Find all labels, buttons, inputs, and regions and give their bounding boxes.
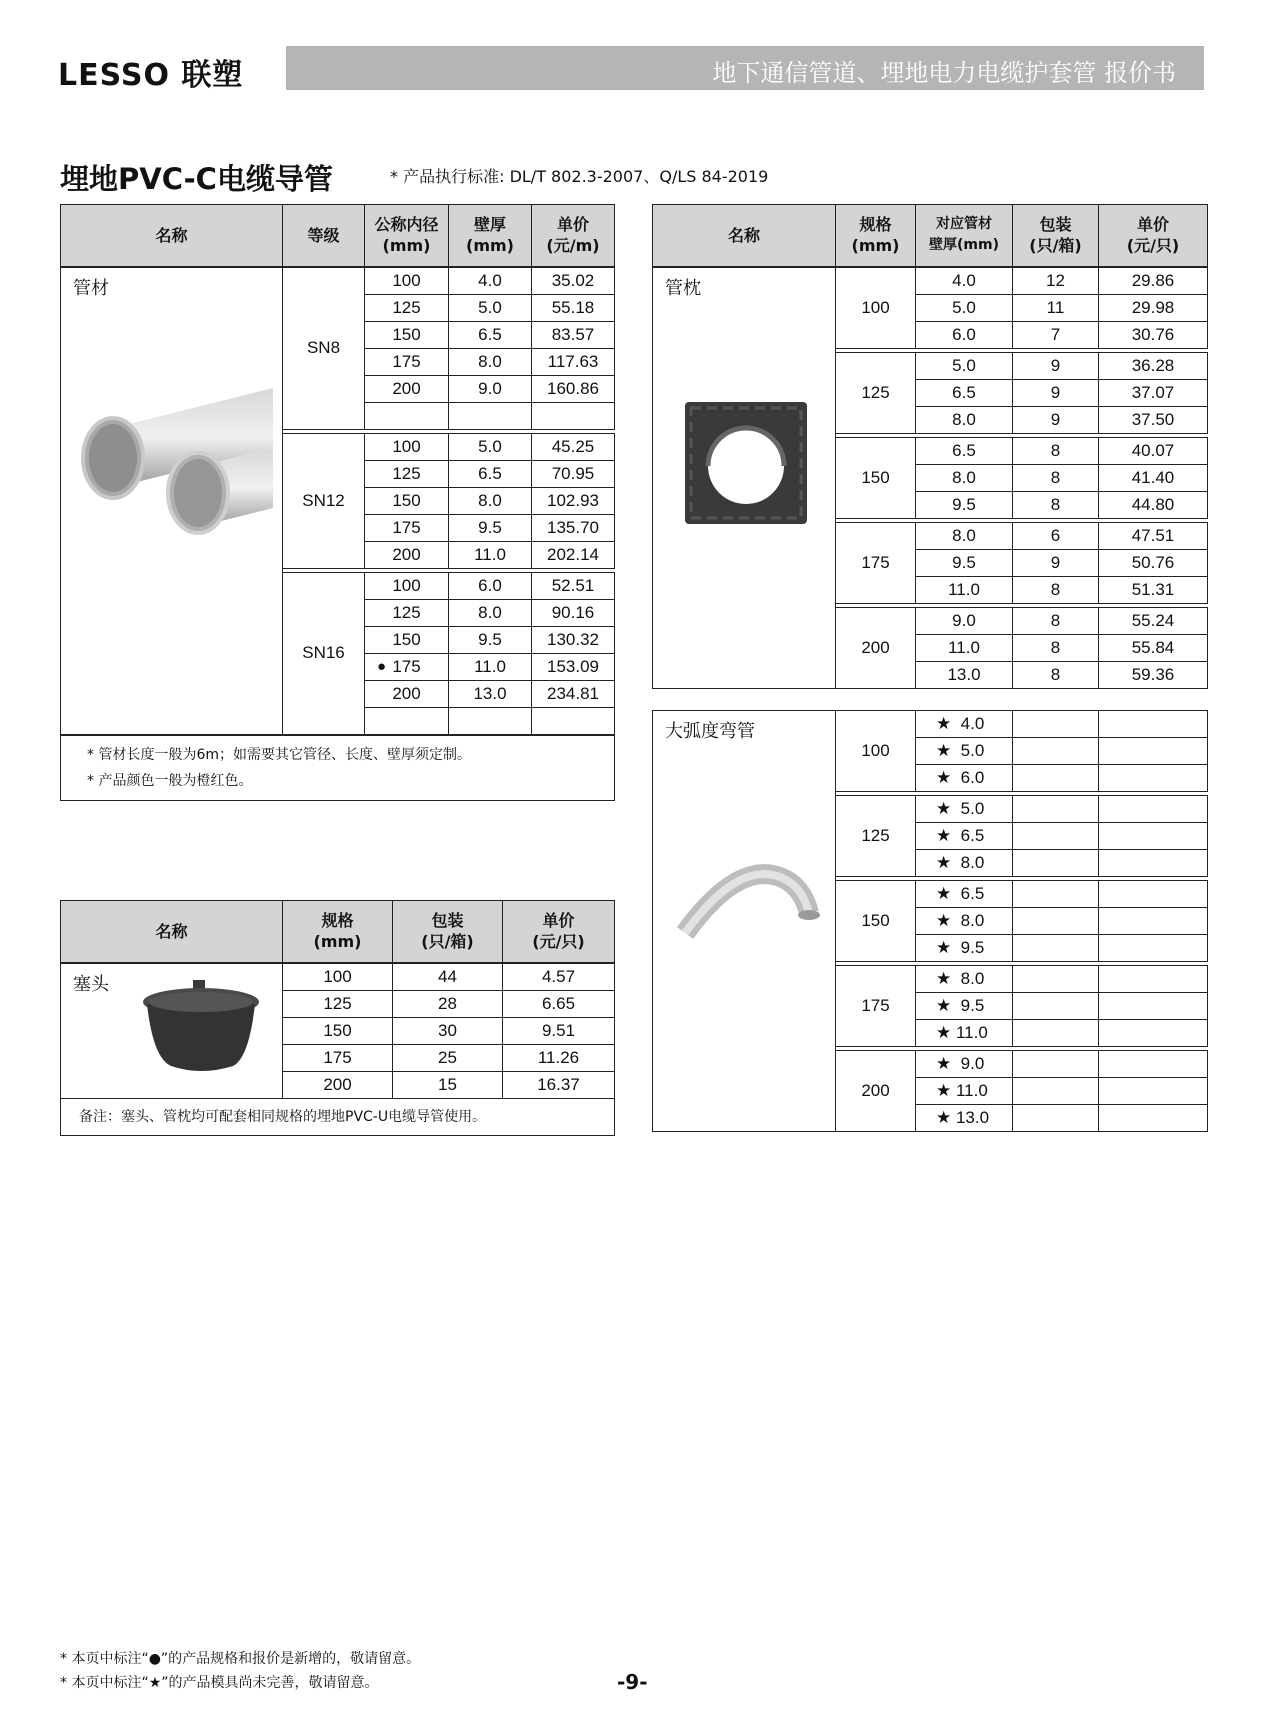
col-header-name: 名称 — [653, 205, 836, 267]
grade-cell: SN8 — [283, 267, 365, 430]
pack-cell — [1013, 1051, 1099, 1078]
col-header-price: 单价 (元/只) — [503, 901, 615, 963]
price-cell: 50.76 — [1099, 549, 1208, 576]
product-standard: * 产品执行标准: DL/T 802.3-2007、Q/LS 84-2019 — [390, 167, 769, 186]
pack-cell: 8 — [1013, 607, 1099, 634]
spec-cell: 150 — [283, 1017, 393, 1044]
wall-cell: 13.0 — [916, 661, 1013, 688]
product-name-cell — [61, 267, 283, 735]
price-cell — [1099, 850, 1208, 877]
dn-cell — [365, 460, 449, 487]
pack-cell — [1013, 823, 1099, 850]
price-cell — [1099, 881, 1208, 908]
wall-cell: 4.0 — [916, 267, 1013, 295]
dn-cell — [365, 267, 449, 295]
pack-cell: 8 — [1013, 464, 1099, 491]
wall-cell: ★ 8.0 — [916, 850, 1013, 877]
pack-cell: 44 — [393, 963, 503, 991]
price-cell — [532, 402, 615, 429]
pack-cell — [1013, 738, 1099, 765]
dn-value: 175 — [392, 656, 421, 676]
pack-cell — [1013, 966, 1099, 993]
wall-cell: ★ 4.0 — [916, 711, 1013, 738]
pack-cell: 9 — [1013, 379, 1099, 406]
wall-cell: 5.0 — [916, 294, 1013, 321]
col-header-price: 单价 (元/m) — [532, 205, 615, 267]
spec-cell: 125 — [836, 352, 916, 433]
pack-cell: 30 — [393, 1017, 503, 1044]
price-cell — [1099, 823, 1208, 850]
price-cell: 102.93 — [532, 487, 615, 514]
dn-cell — [365, 433, 449, 460]
dn-value: 100 — [392, 270, 421, 290]
price-cell: 234.81 — [532, 680, 615, 707]
bend-price-table — [652, 710, 1208, 1132]
pack-cell: 8 — [1013, 491, 1099, 518]
wall-cell: 5.0 — [449, 294, 532, 321]
pipe-price-table — [60, 204, 615, 801]
dn-value: 200 — [392, 544, 421, 564]
wall-cell — [449, 402, 532, 429]
price-cell: 44.80 — [1099, 491, 1208, 518]
wall-cell: 6.5 — [916, 437, 1013, 464]
dn-cell — [365, 626, 449, 653]
dn-value: 100 — [392, 436, 421, 456]
cap-price-table — [60, 900, 615, 1136]
price-cell — [1099, 796, 1208, 823]
spec-cell: 200 — [836, 607, 916, 688]
price-cell — [1099, 966, 1208, 993]
dn-value: 200 — [392, 378, 421, 398]
wall-cell: ★ 6.5 — [916, 823, 1013, 850]
table-row — [61, 267, 615, 295]
notes-row — [61, 735, 615, 801]
price-cell: 70.95 — [532, 460, 615, 487]
pack-cell: 8 — [1013, 634, 1099, 661]
wall-cell: 6.5 — [916, 379, 1013, 406]
dn-value: 150 — [392, 629, 421, 649]
saddle-image — [681, 398, 811, 528]
price-cell: 59.36 — [1099, 661, 1208, 688]
pack-cell — [1013, 908, 1099, 935]
wall-cell: 8.0 — [916, 464, 1013, 491]
pack-cell — [1013, 796, 1099, 823]
dn-cell — [365, 599, 449, 626]
dn-cell — [365, 514, 449, 541]
price-cell — [1099, 765, 1208, 792]
wall-cell: 11.0 — [449, 541, 532, 568]
price-cell: 30.76 — [1099, 321, 1208, 348]
table-row — [653, 267, 1208, 295]
pack-cell: 9 — [1013, 352, 1099, 379]
wall-cell — [449, 707, 532, 735]
spec-cell: 100 — [836, 267, 916, 349]
wall-cell: 11.0 — [916, 634, 1013, 661]
pack-cell — [1013, 935, 1099, 962]
wall-cell: 9.0 — [449, 375, 532, 402]
price-cell: 202.14 — [532, 541, 615, 568]
wall-cell: 13.0 — [449, 680, 532, 707]
product-name: 大弧度弯管 — [665, 721, 755, 742]
col-header-wall: 对应管材 壁厚(mm) — [916, 205, 1013, 267]
price-cell: 37.07 — [1099, 379, 1208, 406]
price-cell: 16.37 — [503, 1071, 615, 1098]
pack-cell: 12 — [1013, 267, 1099, 295]
price-cell: 47.51 — [1099, 522, 1208, 549]
saddle-illustration — [681, 398, 811, 536]
product-name-cell — [61, 963, 283, 1099]
wall-cell: ★ 8.0 — [916, 966, 1013, 993]
dn-cell — [365, 402, 449, 429]
pack-cell: 9 — [1013, 406, 1099, 433]
table-row — [61, 963, 615, 991]
price-cell: 29.98 — [1099, 294, 1208, 321]
notes-row — [61, 1098, 615, 1135]
pack-cell — [1013, 711, 1099, 738]
product-name-cell — [653, 711, 836, 1132]
pack-cell: 25 — [393, 1044, 503, 1071]
wall-cell: ★ 5.0 — [916, 796, 1013, 823]
col-header-name: 名称 — [61, 901, 283, 963]
price-cell: 90.16 — [532, 599, 615, 626]
product-name-cell — [653, 267, 836, 689]
dn-cell — [365, 572, 449, 599]
dn-cell — [365, 487, 449, 514]
spec-cell: 100 — [836, 711, 916, 792]
price-cell: 9.51 — [503, 1017, 615, 1044]
pack-cell: 7 — [1013, 321, 1099, 348]
wall-cell: ★ 6.5 — [916, 881, 1013, 908]
wall-cell: 5.0 — [916, 352, 1013, 379]
product-name: 管枕 — [665, 277, 701, 299]
wall-cell: 5.0 — [449, 433, 532, 460]
wall-cell: 8.0 — [449, 348, 532, 375]
wall-cell: ★ 11.0 — [916, 1078, 1013, 1105]
cap-illustration — [141, 978, 261, 1086]
price-cell: 130.32 — [532, 626, 615, 653]
wall-cell: 8.0 — [916, 406, 1013, 433]
spec-cell: 175 — [836, 522, 916, 603]
grade-cell: SN12 — [283, 433, 365, 568]
price-cell: 11.26 — [503, 1044, 615, 1071]
spec-cell: 125 — [836, 796, 916, 877]
wall-cell: 6.5 — [449, 321, 532, 348]
wall-cell: 9.5 — [916, 549, 1013, 576]
price-cell: 160.86 — [532, 375, 615, 402]
price-cell: 51.31 — [1099, 576, 1208, 603]
col-header-name: 名称 — [61, 205, 283, 267]
footnote-new-items: * 本页中标注“●”的产品规格和报价是新增的，敬请留意。 — [60, 1651, 421, 1667]
col-header-wall: 壁厚 (mm) — [449, 205, 532, 267]
price-cell: 29.86 — [1099, 267, 1208, 295]
bend-illustration — [673, 861, 823, 959]
wall-cell: 6.0 — [449, 572, 532, 599]
price-cell — [1099, 908, 1208, 935]
price-cell — [1099, 993, 1208, 1020]
pack-cell — [1013, 993, 1099, 1020]
cap-image — [141, 978, 261, 1078]
col-header-dn: 公称内径 (mm) — [365, 205, 449, 267]
price-cell: 55.24 — [1099, 607, 1208, 634]
bend-image — [673, 861, 823, 951]
price-cell: 4.57 — [503, 963, 615, 991]
spec-cell: 150 — [836, 881, 916, 962]
dn-value: 100 — [392, 575, 421, 595]
footnote-mold-pending: * 本页中标注“★”的产品模具尚未完善，敬请留意。 — [60, 1675, 379, 1691]
spec-cell: 175 — [283, 1044, 393, 1071]
note-line: * 管材长度一般为6m；如需要其它管径、长度、壁厚须定制。 — [87, 746, 471, 763]
notes-cell — [61, 735, 615, 801]
price-cell — [1099, 935, 1208, 962]
wall-cell: 8.0 — [449, 599, 532, 626]
page-number: -9- — [617, 1670, 648, 1694]
price-cell — [1099, 738, 1208, 765]
dn-value: 150 — [392, 490, 421, 510]
price-cell: 55.84 — [1099, 634, 1208, 661]
wall-cell: ★ 9.5 — [916, 935, 1013, 962]
dn-value: 125 — [392, 297, 421, 317]
wall-cell: 9.5 — [449, 626, 532, 653]
price-cell: 45.25 — [532, 433, 615, 460]
dn-cell — [365, 680, 449, 707]
price-cell — [1099, 711, 1208, 738]
spec-cell: 200 — [283, 1071, 393, 1098]
wall-cell: ★ 6.0 — [916, 765, 1013, 792]
wall-cell: ★ 9.5 — [916, 993, 1013, 1020]
pack-cell: 11 — [1013, 294, 1099, 321]
wall-cell: 9.0 — [916, 607, 1013, 634]
pack-cell — [1013, 765, 1099, 792]
col-header-price: 单价 (元/只) — [1099, 205, 1208, 267]
price-cell: 135.70 — [532, 514, 615, 541]
pipe-illustration — [73, 388, 273, 546]
grade-cell: SN16 — [283, 572, 365, 735]
pack-cell: 8 — [1013, 437, 1099, 464]
dn-cell — [365, 294, 449, 321]
pack-cell — [1013, 850, 1099, 877]
pipe-image — [73, 388, 273, 538]
dn-value: 125 — [392, 602, 421, 622]
lesso-logo: LESSO 联塑 — [58, 58, 244, 93]
wall-cell: 8.0 — [449, 487, 532, 514]
price-cell: 41.40 — [1099, 464, 1208, 491]
wall-cell: ★ 5.0 — [916, 738, 1013, 765]
pack-cell: 15 — [393, 1071, 503, 1098]
wall-cell: 11.0 — [916, 576, 1013, 603]
price-cell — [1099, 1105, 1208, 1132]
pack-cell: 28 — [393, 990, 503, 1017]
col-header-spec: 规格 (mm) — [836, 205, 916, 267]
header-title: 地下通信管道、埋地电力电缆护套管 报价书 — [712, 59, 1176, 87]
dn-cell — [365, 348, 449, 375]
wall-cell: 6.0 — [916, 321, 1013, 348]
dn-cell — [365, 375, 449, 402]
pack-cell: 9 — [1013, 549, 1099, 576]
spec-cell: 200 — [836, 1051, 916, 1132]
pack-cell: 8 — [1013, 576, 1099, 603]
table-row — [653, 711, 1208, 738]
spec-cell: 150 — [836, 437, 916, 518]
new-item-marker: ● — [377, 657, 387, 675]
col-header-pack: 包装 (只/箱) — [1013, 205, 1099, 267]
dn-value: 125 — [392, 463, 421, 483]
price-cell — [1099, 1020, 1208, 1047]
wall-cell: ★ 8.0 — [916, 908, 1013, 935]
dn-cell — [365, 321, 449, 348]
price-cell: 117.63 — [532, 348, 615, 375]
price-cell: 37.50 — [1099, 406, 1208, 433]
dn-cell — [365, 541, 449, 568]
wall-cell: 11.0 — [449, 653, 532, 680]
spec-cell: 175 — [836, 966, 916, 1047]
wall-cell: ★ 11.0 — [916, 1020, 1013, 1047]
page-title: 埋地PVC-C电缆导管 — [60, 162, 333, 196]
wall-cell: 9.5 — [916, 491, 1013, 518]
note-line: * 产品颜色一般为橙红色。 — [87, 772, 253, 789]
dn-value: 150 — [392, 324, 421, 344]
wall-cell: 4.0 — [449, 267, 532, 295]
pack-cell — [1013, 1020, 1099, 1047]
pack-cell — [1013, 881, 1099, 908]
col-header-pack: 包装 (只/箱) — [393, 901, 503, 963]
pack-cell: 8 — [1013, 661, 1099, 688]
price-cell: 40.07 — [1099, 437, 1208, 464]
dn-cell — [365, 707, 449, 735]
wall-cell: ★ 9.0 — [916, 1051, 1013, 1078]
pack-cell — [1013, 1078, 1099, 1105]
product-name: 管材 — [73, 277, 109, 299]
spec-cell: 100 — [283, 963, 393, 991]
dn-value: 175 — [392, 351, 421, 371]
wall-cell: ★ 13.0 — [916, 1105, 1013, 1132]
col-header-grade: 等级 — [283, 205, 365, 267]
wall-cell: 6.5 — [449, 460, 532, 487]
pack-cell: 6 — [1013, 522, 1099, 549]
wall-cell: 9.5 — [449, 514, 532, 541]
dn-cell — [365, 653, 449, 680]
price-cell: 153.09 — [532, 653, 615, 680]
price-cell — [532, 707, 615, 735]
price-cell: 36.28 — [1099, 352, 1208, 379]
price-cell: 83.57 — [532, 321, 615, 348]
product-name: 塞头 — [73, 973, 109, 995]
spec-cell: 125 — [283, 990, 393, 1017]
price-cell — [1099, 1051, 1208, 1078]
price-cell: 52.51 — [532, 572, 615, 599]
col-header-spec: 规格 (mm) — [283, 901, 393, 963]
wall-cell: 8.0 — [916, 522, 1013, 549]
dn-value: 175 — [392, 517, 421, 537]
price-cell: 35.02 — [532, 267, 615, 295]
saddle-price-table — [652, 204, 1208, 689]
price-cell: 6.65 — [503, 990, 615, 1017]
note-cell: 备注：塞头、管枕均可配套相同规格的埋地PVC-U电缆导管使用。 — [61, 1098, 615, 1135]
price-cell — [1099, 1078, 1208, 1105]
pack-cell — [1013, 1105, 1099, 1132]
price-cell: 55.18 — [532, 294, 615, 321]
header-bar — [286, 46, 1204, 90]
dn-value: 200 — [392, 683, 421, 703]
